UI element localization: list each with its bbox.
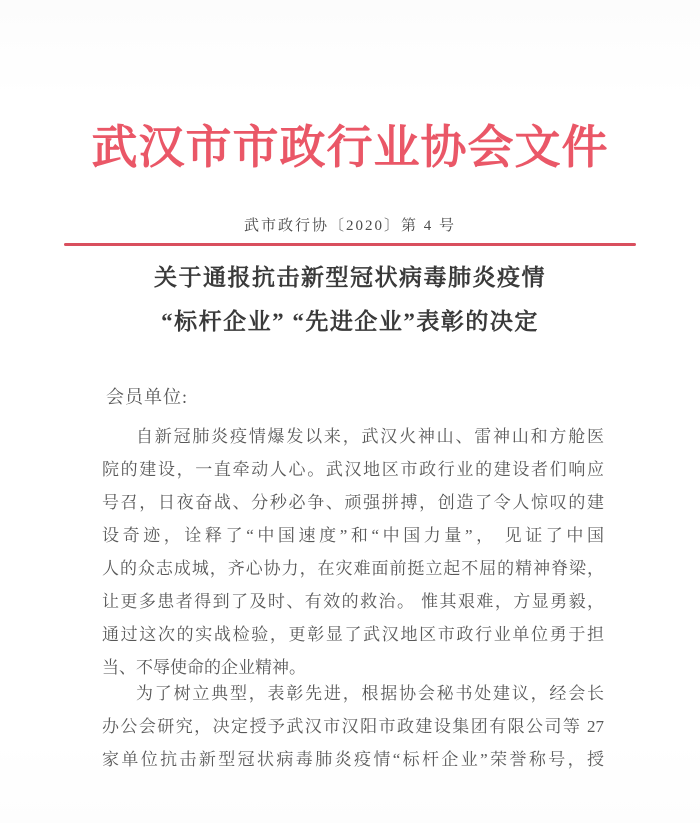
red-divider-rule bbox=[64, 243, 636, 246]
body-line: 自新冠肺炎疫情爆发以来，武汉火神山、雷神山和方舱医 bbox=[136, 427, 604, 446]
salutation: 会员单位: bbox=[106, 387, 189, 407]
body-line: 通过这次的实战检验，更彰显了武汉地区市政行业单位勇于担 bbox=[102, 625, 604, 644]
body-line: 为了树立典型，表彰先进，根据协会秘书处建议，经会长 bbox=[136, 684, 604, 703]
document-title-line-1: 关于通报抗击新型冠状病毒肺炎疫情 bbox=[154, 265, 546, 290]
body-line: 院的建设，一直牵动人心。武汉地区市政行业的建设者们响应 bbox=[102, 460, 604, 479]
body-line: 家单位抗击新型冠状病毒肺炎疫情“标杆企业”荣誉称号，授 bbox=[102, 750, 604, 769]
document-number: 武市政行协〔2020〕第 4 号 bbox=[243, 218, 456, 234]
paragraph-2 bbox=[102, 677, 604, 776]
body-line: 当、不辱使命的企业精神。 bbox=[102, 658, 306, 677]
document-title-line-2: “标杆企业” “先进企业”表彰的决定 bbox=[161, 309, 539, 334]
body-line: 办公会研究，决定授予武汉市汉阳市政建设集团有限公司等 27 bbox=[102, 717, 604, 736]
body-line: 人的众志成城，齐心协力，在灾难面前挺立起不屈的精神脊梁， bbox=[102, 559, 604, 578]
paragraph-1 bbox=[102, 420, 604, 684]
body-line: 让更多患者得到了及时、有效的救治。 惟其艰难，方显勇毅， bbox=[102, 592, 604, 611]
body-line: 号召，日夜奋战、分秒必争、顽强拼搏，创造了令人惊叹的建 bbox=[102, 493, 604, 512]
document-title bbox=[0, 256, 700, 344]
issuing-org-header: 武汉市市政行业协会文件 bbox=[91, 122, 609, 173]
body-line: 设奇迹，诠释了“中国速度”和“中国力量”， 见证了中国 bbox=[102, 526, 604, 545]
